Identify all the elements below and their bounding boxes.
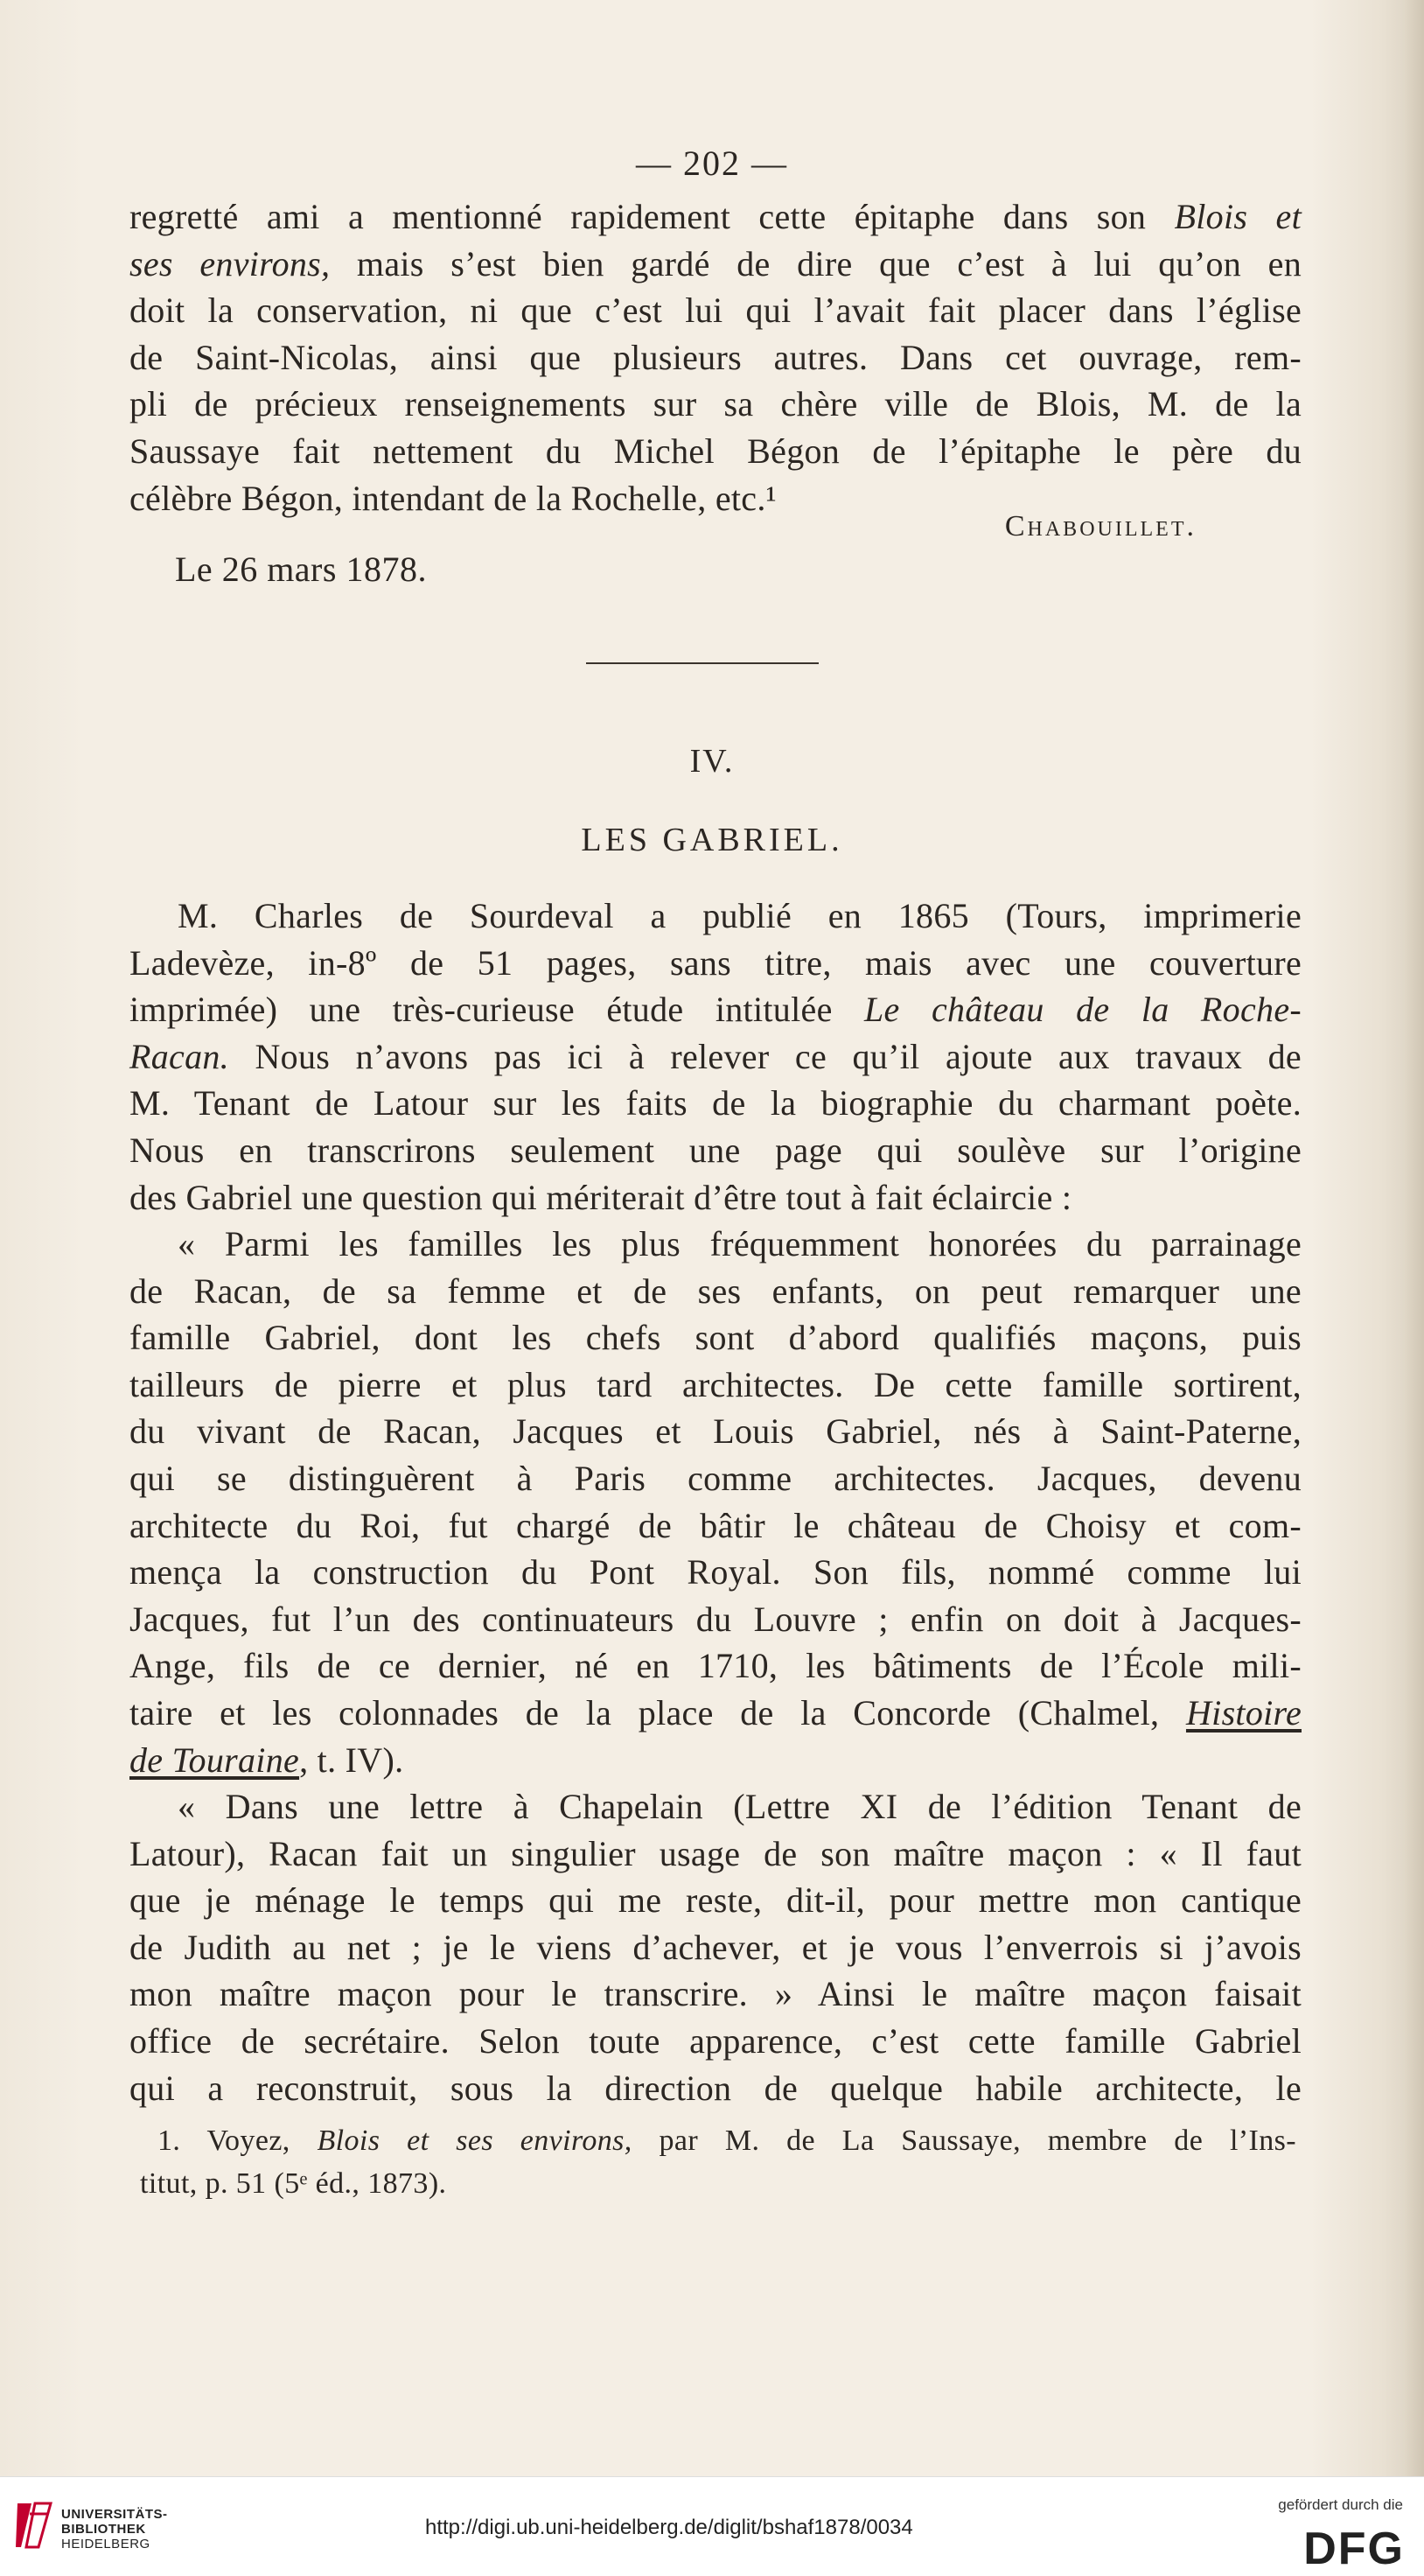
text-line: Jacques, fut l’un des continuateurs du Louvre ; enfin on doit à Jacques- xyxy=(129,1599,1302,1639)
footer-bar xyxy=(0,2476,1424,2576)
text-line: imprimée) une très-curieuse étude intitulée Le château de la Roche- xyxy=(129,990,1302,1030)
text-line: Latour), Racan fait un singulier usage de son maître maçon : « Il faut xyxy=(129,1833,1302,1873)
library-name-line2: BIBLIOTHEK xyxy=(61,2522,146,2537)
text-line: doit la conservation, ni que c’est lui qui l’avait fait placer dans l’église xyxy=(129,290,1302,331)
library-name-line3: HEIDELBERG xyxy=(61,2537,150,2552)
paragraph-quote-chapelain xyxy=(129,1783,1302,2111)
library-name-line1: UNIVERSITÄTS- xyxy=(61,2507,168,2522)
section-number: IV. xyxy=(689,743,735,780)
text-line: célèbre Bégon, intendant de la Rochelle, etc.¹ xyxy=(129,478,777,518)
section-divider-rule xyxy=(586,662,819,664)
text-line: Ladevèze, in-8º de 51 pages, sans titre, mais avec une couverture xyxy=(129,942,1302,983)
text-line: tailleurs de pierre et plus tard architectes. De cette famille sortirent, xyxy=(129,1364,1302,1404)
section-title: LES GABRIEL. xyxy=(581,822,843,858)
text-line: famille Gabriel, dont les chefs sont d’abord qualifiés maçons, puis xyxy=(129,1318,1302,1358)
dfg-logo: DFG xyxy=(1303,2524,1405,2574)
text-line: Ange, fils de ce dernier, né en 1710, les bâtiments de l’École mili- xyxy=(129,1646,1302,1686)
text-line: de Saint-Nicolas, ainsi que plusieurs autres. Dans cet ouvrage, rem- xyxy=(129,337,1302,377)
text-line: pli de précieux renseignements sur sa chère ville de Blois, M. de la xyxy=(129,384,1302,424)
funding-note: gefördert durch die xyxy=(1278,2496,1403,2513)
date-line: Le 26 mars 1878. xyxy=(175,550,427,589)
paragraph-quote-families xyxy=(129,1221,1302,1783)
paragraph-sourdeval xyxy=(129,892,1302,1221)
author-signature xyxy=(1005,510,1197,543)
text-line: mon maître maçon pour le transcrire. » Ainsi le maître maçon faisait xyxy=(129,1974,1302,2014)
text-line: M. Tenant de Latour sur les faits de la biographie du charmant poète. xyxy=(129,1083,1302,1124)
text-line: titut, p. 51 (5ᵉ éd., 1873). xyxy=(140,2167,447,2200)
text-line: du vivant de Racan, Jacques et Louis Gabriel, nés à Saint-Paterne, xyxy=(129,1411,1302,1452)
text-line: de Judith au net ; je le viens d’achever, et je vous l’enverrois si j’avois xyxy=(129,1927,1302,1967)
text-line: ses environs, mais s’est bien gardé de dire que c’est à lui qu’on en xyxy=(129,243,1302,284)
text-line: 1. Voyez, Blois et ses environs, par M. de La Saussaye, membre de l’Ins- xyxy=(157,2124,1296,2157)
text-line: des Gabriel une question qui mériterait d’être tout à fait éclaircie : xyxy=(129,1177,1072,1217)
text-line: qui se distinguèrent à Paris comme architectes. Jacques, devenu xyxy=(129,1458,1302,1498)
university-library-logo-icon xyxy=(12,2496,56,2554)
text-line: qui a reconstruit, sous la direction de quelque habile architecte, le xyxy=(129,2068,1302,2108)
text-line: Saussaye fait nettement du Michel Bégon de l’épitaphe le père du xyxy=(129,430,1302,471)
text-line: de Touraine, t. IV). xyxy=(129,1740,404,1780)
text-line: taire et les colonnades de la place de la Concorde (Chalmel, Histoire xyxy=(129,1692,1302,1732)
text-line: Nous en transcrirons seulement une page qui soulève sur l’origine xyxy=(129,1130,1302,1170)
text-line: office de secrétaire. Selon toute apparence, c’est cette famille Gabriel xyxy=(129,2020,1302,2061)
text-line: regretté ami a mentionné rapidement cette épitaphe dans son Blois et xyxy=(129,197,1302,236)
text-line: « Dans une lettre à Chapelain (Lettre XI de l’édition Tenant de xyxy=(178,1787,1302,1826)
footnote xyxy=(140,2119,1296,2205)
page-spine-edge xyxy=(1405,0,1424,2476)
signature-text: Chabouillet. xyxy=(1004,510,1197,542)
text-line: que je ménage le temps qui me reste, dit-il, pour mettre mon cantique xyxy=(129,1880,1302,1921)
paragraph-epitaph-conclusion xyxy=(129,193,1302,522)
permalink-url[interactable]: http://digi.ub.uni-heidelberg.de/diglit/bshaf1878/0034 xyxy=(425,2516,913,2539)
page-number: — 202 — xyxy=(636,144,788,183)
text-line: mença la construction du Pont Royal. Son fils, nommé comme lui xyxy=(129,1552,1302,1592)
text-line: architecte du Roi, fut chargé de bâtir le château de Choisy et com- xyxy=(129,1505,1302,1545)
text-line: Racan. Nous n’avons pas ici à relever ce qu’il ajoute aux travaux de xyxy=(129,1036,1302,1076)
university-library-name xyxy=(61,2507,168,2552)
text-line: « Parmi les familles les plus fréquemment honorées du parrainage xyxy=(178,1224,1302,1264)
text-line: de Racan, de sa femme et de ses enfants, on peut remarquer une xyxy=(129,1270,1302,1311)
text-line: M. Charles de Sourdeval a publié en 1865 (Tours, imprimerie xyxy=(178,896,1302,935)
